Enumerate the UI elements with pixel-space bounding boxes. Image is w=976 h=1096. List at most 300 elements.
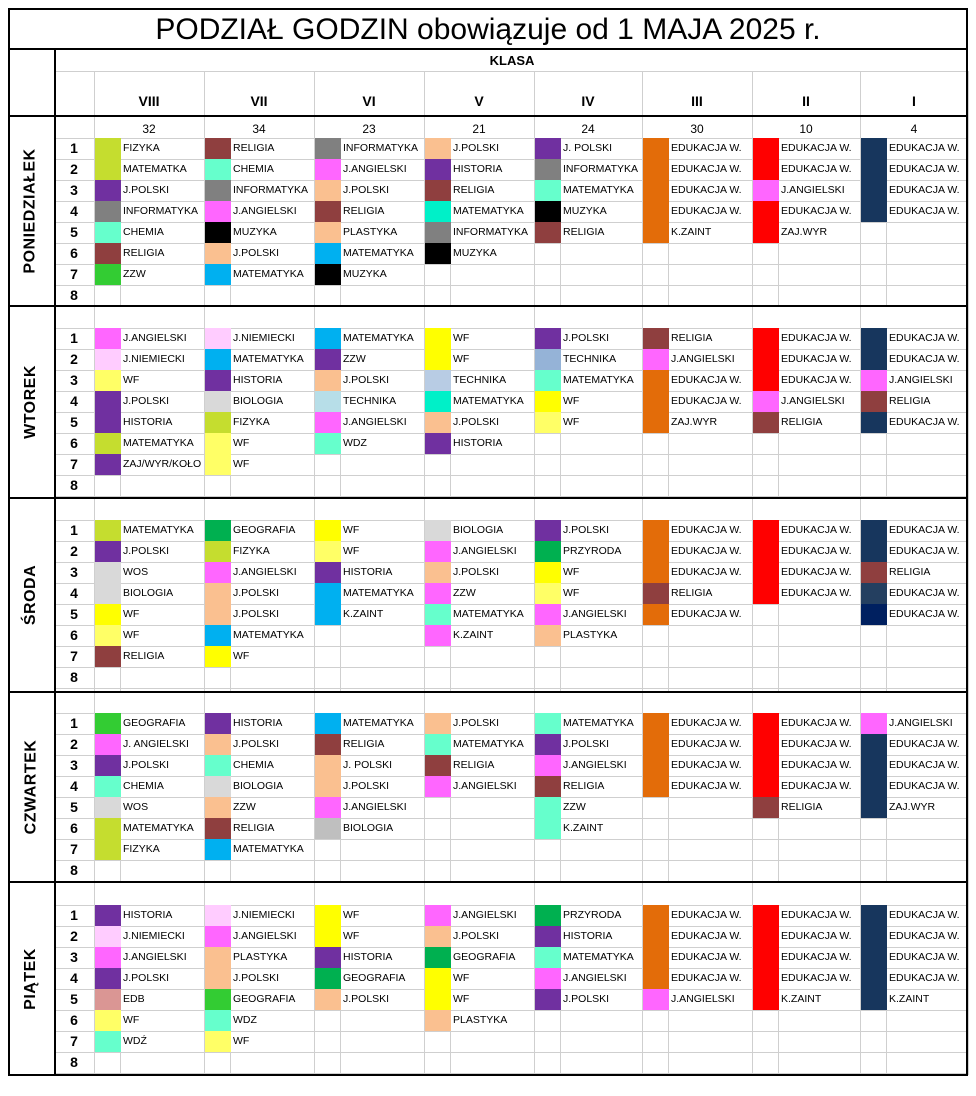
border-line [8, 497, 968, 499]
lesson-subject: EDUKACJA W. [781, 717, 852, 729]
lesson-subject: J.ANGIELSKI [889, 374, 953, 386]
subject-color-swatch [861, 159, 887, 180]
lesson-subject: EDUKACJA W. [889, 142, 960, 154]
lesson-subject: J.ANGIELSKI [343, 416, 407, 428]
subject-color-swatch [643, 541, 669, 562]
subject-color-swatch [205, 646, 231, 667]
lesson-subject: WF [233, 437, 250, 449]
subject-color-swatch [425, 159, 451, 180]
lesson-subject: WF [563, 587, 580, 599]
lesson-subject: RELIGIA [781, 416, 823, 428]
lesson-subject: EDUKACJA W. [781, 566, 852, 578]
lesson-subject: J.ANGIELSKI [781, 184, 845, 196]
subject-color-swatch [861, 201, 887, 222]
day-name: ŚRODA [22, 564, 39, 626]
subject-color-swatch [753, 562, 779, 583]
lesson-subject: ZAJ/WYR/KOŁO [123, 458, 202, 470]
subject-color-swatch [535, 391, 561, 412]
subject-color-swatch [315, 391, 341, 412]
lesson-subject: J.NIEMIECKI [233, 332, 295, 344]
subject-color-swatch [753, 776, 779, 797]
period-number: 8 [70, 477, 78, 493]
lesson-subject: J.NIEMIECKI [233, 909, 295, 921]
subject-color-swatch [95, 1031, 121, 1052]
lesson-subject: J.ANGIELSKI [453, 780, 517, 792]
lesson-subject: WF [563, 566, 580, 578]
grid-line [56, 1052, 968, 1053]
grid-line [56, 285, 968, 286]
lesson-subject: HISTORIA [233, 717, 283, 729]
lesson-subject: EDUKACJA W. [889, 184, 960, 196]
subject-color-swatch [643, 222, 669, 243]
subject-color-swatch [315, 264, 341, 285]
subject-color-swatch [643, 989, 669, 1010]
lesson-subject: MUZYKA [563, 205, 607, 217]
lesson-subject: MATEMATYKA [453, 205, 524, 217]
lesson-subject: J. POLSKI [563, 142, 613, 154]
subject-color-swatch [315, 243, 341, 264]
lesson-subject: PLASTYKA [563, 629, 618, 641]
subject-color-swatch [425, 713, 451, 734]
lesson-subject: MATEMATYKA [453, 738, 524, 750]
lesson-subject: INFORMATYKA [453, 226, 529, 238]
subject-color-swatch [95, 905, 121, 926]
lesson-subject: MATEMATYKA [563, 717, 634, 729]
grid-line [968, 116, 969, 306]
lesson-subject: MATEMATYKA [343, 717, 414, 729]
lesson-subject: RELIGIA [123, 247, 165, 259]
lesson-subject: ZZW [563, 801, 586, 813]
lesson-subject: EDUKACJA W. [889, 951, 960, 963]
subject-color-swatch [753, 180, 779, 201]
lesson-subject: EDUKACJA W. [889, 909, 960, 921]
grid-line [642, 71, 643, 116]
grid-line [968, 71, 969, 116]
lesson-subject: RELIGIA [453, 184, 495, 196]
lesson-subject: J.POLSKI [343, 993, 390, 1005]
lesson-subject: EDUKACJA W. [781, 142, 852, 154]
period-number: 2 [70, 928, 78, 944]
lesson-subject: CHEMIA [233, 163, 274, 175]
lesson-subject: WF [563, 395, 580, 407]
subject-color-swatch [205, 713, 231, 734]
subject-color-swatch [315, 562, 341, 583]
lesson-subject: FIZYKA [123, 843, 160, 855]
period-number: 4 [70, 393, 78, 409]
subject-color-swatch [425, 412, 451, 433]
lesson-subject: J.POLSKI [123, 759, 170, 771]
lesson-subject: K.ZAINT [671, 226, 712, 238]
grid-line [860, 71, 861, 116]
lesson-subject: EDUKACJA W. [781, 332, 852, 344]
period-number: 5 [70, 606, 78, 622]
border-line [8, 48, 968, 50]
period-number: 1 [70, 140, 78, 156]
lesson-subject: RELIGIA [563, 226, 605, 238]
subject-color-swatch [205, 454, 231, 475]
lesson-subject: EDUKACJA W. [889, 780, 960, 792]
subject-color-swatch [95, 520, 121, 541]
subject-color-swatch [205, 328, 231, 349]
subject-color-swatch [535, 159, 561, 180]
period-number: 2 [70, 351, 78, 367]
lesson-subject: MATEMATYKA [123, 822, 194, 834]
subject-color-swatch [861, 349, 887, 370]
lesson-subject: MATEMATYKA [343, 247, 414, 259]
lesson-subject: EDUKACJA W. [889, 608, 960, 620]
lesson-subject: GEOGRAFIA [233, 993, 296, 1005]
lesson-subject: EDUKACJA W. [781, 374, 852, 386]
subject-color-swatch [861, 180, 887, 201]
lesson-subject: EDUKACJA W. [671, 780, 742, 792]
lesson-subject: EDUKACJA W. [671, 608, 742, 620]
subject-color-swatch [535, 926, 561, 947]
subject-color-swatch [425, 989, 451, 1010]
subject-color-swatch [95, 243, 121, 264]
subject-color-swatch [95, 968, 121, 989]
class-student-count: 21 [472, 122, 486, 136]
lesson-subject: BIOLOGIA [453, 524, 504, 536]
subject-color-swatch [95, 926, 121, 947]
lesson-subject: EDUKACJA W. [781, 205, 852, 217]
period-number: 6 [70, 627, 78, 643]
subject-color-swatch [643, 968, 669, 989]
lesson-subject: J.POLSKI [453, 142, 500, 154]
class-student-count: 32 [142, 122, 156, 136]
subject-color-swatch [861, 520, 887, 541]
lesson-subject: EDUKACJA W. [671, 909, 742, 921]
subject-color-swatch [95, 989, 121, 1010]
lesson-subject: J.NIEMIECKI [123, 930, 185, 942]
subject-color-swatch [95, 646, 121, 667]
subject-color-swatch [861, 947, 887, 968]
day-name: WTOREK [22, 365, 39, 439]
subject-color-swatch [535, 201, 561, 222]
subject-color-swatch [861, 328, 887, 349]
lesson-subject: WF [343, 909, 360, 921]
lesson-subject: GEOGRAFIA [233, 524, 296, 536]
grid-line [56, 475, 968, 476]
subject-color-swatch [315, 138, 341, 159]
period-number: 5 [70, 224, 78, 240]
lesson-subject: RELIGIA [671, 332, 713, 344]
subject-color-swatch [535, 989, 561, 1010]
lesson-subject: WF [233, 1035, 250, 1047]
lesson-subject: J.ANGIELSKI [889, 717, 953, 729]
subject-color-swatch [753, 713, 779, 734]
grid-line [56, 860, 968, 861]
subject-color-swatch [315, 412, 341, 433]
lesson-subject: MUZYKA [233, 226, 277, 238]
lesson-subject: EDUKACJA W. [781, 951, 852, 963]
lesson-subject: RELIGIA [233, 142, 275, 154]
subject-color-swatch [535, 180, 561, 201]
lesson-subject: J.ANGIELSKI [343, 163, 407, 175]
period-number: 6 [70, 245, 78, 261]
lesson-subject: EDUKACJA W. [889, 353, 960, 365]
lesson-subject: PLASTYKA [233, 951, 288, 963]
subject-color-swatch [425, 755, 451, 776]
lesson-subject: EDUKACJA W. [781, 930, 852, 942]
subject-color-swatch [535, 412, 561, 433]
lesson-subject: HISTORIA [343, 951, 393, 963]
lesson-subject: EDUKACJA W. [671, 184, 742, 196]
lesson-subject: FIZYKA [233, 545, 270, 557]
lesson-subject: WDŹ [123, 1035, 147, 1047]
day-label [8, 882, 54, 1075]
lesson-subject: ZZW [123, 268, 146, 280]
period-number: 8 [70, 669, 78, 685]
lesson-subject: EDUKACJA W. [781, 780, 852, 792]
lesson-subject: J.POLSKI [453, 566, 500, 578]
subject-color-swatch [315, 776, 341, 797]
day-label [8, 116, 54, 306]
subject-color-swatch [753, 159, 779, 180]
subject-color-swatch [643, 201, 669, 222]
lesson-subject: EDUKACJA W. [889, 930, 960, 942]
subject-color-swatch [861, 776, 887, 797]
lesson-subject: HISTORIA [563, 930, 613, 942]
subject-color-swatch [205, 755, 231, 776]
subject-color-swatch [753, 926, 779, 947]
period-number: 3 [70, 372, 78, 388]
lesson-subject: EDUKACJA W. [889, 163, 960, 175]
subject-color-swatch [643, 138, 669, 159]
lesson-subject: J.POLSKI [453, 416, 500, 428]
lesson-subject: J.POLSKI [343, 780, 390, 792]
lesson-subject: J.ANGIELSKI [233, 205, 297, 217]
subject-color-swatch [535, 818, 561, 839]
lesson-subject: J.ANGIELSKI [671, 353, 735, 365]
grid-line [56, 71, 968, 72]
subject-color-swatch [315, 734, 341, 755]
subject-color-swatch [95, 201, 121, 222]
period-number: 5 [70, 799, 78, 815]
lesson-subject: EDUKACJA W. [671, 142, 742, 154]
grid-line [94, 71, 95, 116]
subject-color-swatch [753, 222, 779, 243]
subject-color-swatch [535, 734, 561, 755]
subject-color-swatch [205, 905, 231, 926]
lesson-subject: FIZYKA [123, 142, 160, 154]
subject-color-swatch [95, 713, 121, 734]
subject-color-swatch [425, 391, 451, 412]
class-name: II [802, 93, 810, 109]
subject-color-swatch [861, 370, 887, 391]
lesson-subject: WF [233, 458, 250, 470]
subject-color-swatch [425, 968, 451, 989]
lesson-subject: BIOLOGIA [123, 587, 174, 599]
lesson-subject: WDZ [233, 1014, 257, 1026]
subject-color-swatch [205, 391, 231, 412]
lesson-subject: J.ANGIELSKI [671, 993, 735, 1005]
day-label [8, 498, 54, 692]
lesson-subject: EDUKACJA W. [671, 717, 742, 729]
lesson-subject: MATEMATYKA [563, 184, 634, 196]
lesson-subject: HISTORIA [343, 566, 393, 578]
subject-color-swatch [315, 905, 341, 926]
lesson-subject: J.ANGIELSKI [123, 951, 187, 963]
subject-color-swatch [643, 583, 669, 604]
subject-color-swatch [425, 222, 451, 243]
lesson-subject: WF [343, 524, 360, 536]
subject-color-swatch [535, 905, 561, 926]
subject-color-swatch [205, 349, 231, 370]
lesson-subject: WOS [123, 566, 149, 578]
lesson-subject: GEOGRAFIA [123, 717, 186, 729]
lesson-subject: EDUKACJA W. [671, 374, 742, 386]
lesson-subject: MATEMATYKA [123, 437, 194, 449]
lesson-subject: J.POLSKI [123, 545, 170, 557]
lesson-subject: MATEMATYKA [343, 587, 414, 599]
subject-color-swatch [205, 583, 231, 604]
day-label [8, 306, 54, 498]
subject-color-swatch [315, 968, 341, 989]
lesson-subject: ZZW [453, 587, 476, 599]
subject-color-swatch [753, 797, 779, 818]
subject-color-swatch [205, 989, 231, 1010]
subject-color-swatch [315, 797, 341, 818]
subject-color-swatch [205, 797, 231, 818]
lesson-subject: PLASTYKA [453, 1014, 508, 1026]
lesson-subject: EDUKACJA W. [889, 587, 960, 599]
lesson-subject: ZAJ.WYR [889, 801, 936, 813]
lesson-subject: TECHNIKA [563, 353, 617, 365]
day-name: PIĄTEK [22, 947, 40, 1010]
subject-color-swatch [753, 412, 779, 433]
lesson-subject: EDUKACJA W. [889, 759, 960, 771]
period-number: 2 [70, 543, 78, 559]
lesson-subject: J.POLSKI [233, 608, 280, 620]
subject-color-swatch [861, 926, 887, 947]
subject-color-swatch [95, 818, 121, 839]
lesson-subject: EDUKACJA W. [781, 587, 852, 599]
subject-color-swatch [425, 370, 451, 391]
subject-color-swatch [205, 947, 231, 968]
subject-color-swatch [95, 159, 121, 180]
lesson-subject: J.ANGIELSKI [563, 608, 627, 620]
lesson-subject: EDUKACJA W. [889, 524, 960, 536]
subject-color-swatch [95, 349, 121, 370]
subject-color-swatch [535, 713, 561, 734]
lesson-subject: HISTORIA [123, 416, 173, 428]
period-number: 1 [70, 907, 78, 923]
lesson-subject: HISTORIA [233, 374, 283, 386]
subject-color-swatch [425, 905, 451, 926]
subject-color-swatch [861, 391, 887, 412]
subject-color-swatch [205, 625, 231, 646]
period-number: 3 [70, 564, 78, 580]
subject-color-swatch [643, 159, 669, 180]
subject-color-swatch [753, 968, 779, 989]
subject-color-swatch [425, 776, 451, 797]
subject-color-swatch [205, 1031, 231, 1052]
lesson-subject: J.POLSKI [343, 184, 390, 196]
subject-color-swatch [425, 243, 451, 264]
lesson-subject: J. ANGIELSKI [123, 738, 189, 750]
class-name: IV [581, 93, 595, 109]
grid-line [204, 71, 205, 116]
subject-color-swatch [95, 734, 121, 755]
grid-line [752, 71, 753, 116]
subject-color-swatch [861, 604, 887, 625]
subject-color-swatch [425, 734, 451, 755]
lesson-subject: CHEMIA [123, 226, 164, 238]
subject-color-swatch [753, 947, 779, 968]
subject-color-swatch [95, 138, 121, 159]
lesson-subject: EDUKACJA W. [889, 332, 960, 344]
class-name: VII [250, 93, 268, 109]
lesson-subject: MUZYKA [453, 247, 497, 259]
lesson-subject: PLASTYKA [343, 226, 398, 238]
subject-color-swatch [643, 328, 669, 349]
lesson-subject: J.POLSKI [233, 587, 280, 599]
lesson-subject: J.POLSKI [233, 972, 280, 984]
lesson-subject: J.ANGIELSKI [123, 332, 187, 344]
subject-color-swatch [425, 541, 451, 562]
grid-line [424, 71, 425, 116]
subject-color-swatch [861, 755, 887, 776]
lesson-subject: BIOLOGIA [343, 822, 394, 834]
lesson-subject: J.ANGIELSKI [453, 545, 517, 557]
subject-color-swatch [861, 989, 887, 1010]
lesson-subject: TECHNIKA [453, 374, 507, 386]
border-line [54, 48, 56, 116]
subject-color-swatch [205, 520, 231, 541]
subject-color-swatch [535, 776, 561, 797]
lesson-subject: MATEMATYKA [563, 374, 634, 386]
lesson-subject: MATEMATYKA [343, 332, 414, 344]
lesson-subject: WF [233, 650, 250, 662]
border-line [966, 8, 968, 1076]
subject-color-swatch [205, 562, 231, 583]
lesson-subject: J.POLSKI [453, 930, 500, 942]
lesson-subject: EDUKACJA W. [889, 972, 960, 984]
border-line [8, 1074, 968, 1076]
subject-color-swatch [315, 989, 341, 1010]
lesson-subject: EDUKACJA W. [781, 353, 852, 365]
subject-color-swatch [95, 604, 121, 625]
subject-color-swatch [315, 583, 341, 604]
lesson-subject: RELIGIA [123, 650, 165, 662]
lesson-subject: RELIGIA [343, 205, 385, 217]
period-number: 1 [70, 715, 78, 731]
lesson-subject: WDZ [343, 437, 367, 449]
lesson-subject: WF [453, 993, 470, 1005]
lesson-subject: ZAJ.WYR [781, 226, 828, 238]
lesson-subject: WF [123, 608, 140, 620]
subject-color-swatch [643, 391, 669, 412]
subject-color-swatch [205, 839, 231, 860]
subject-color-swatch [95, 755, 121, 776]
subject-color-swatch [425, 947, 451, 968]
lesson-subject: RELIGIA [233, 822, 275, 834]
lesson-subject: EDB [123, 993, 145, 1005]
class-student-count: 23 [362, 122, 376, 136]
subject-color-swatch [753, 328, 779, 349]
lesson-subject: EDUKACJA W. [781, 545, 852, 557]
lesson-subject: INFORMATYKA [343, 142, 419, 154]
subject-color-swatch [643, 926, 669, 947]
lesson-subject: J. POLSKI [343, 759, 393, 771]
lesson-subject: MATEMATYKA [453, 608, 524, 620]
class-name: I [912, 93, 916, 109]
period-number: 3 [70, 949, 78, 965]
lesson-subject: WF [343, 930, 360, 942]
lesson-subject: K.ZAINT [563, 822, 604, 834]
subject-color-swatch [425, 138, 451, 159]
lesson-subject: EDUKACJA W. [671, 759, 742, 771]
